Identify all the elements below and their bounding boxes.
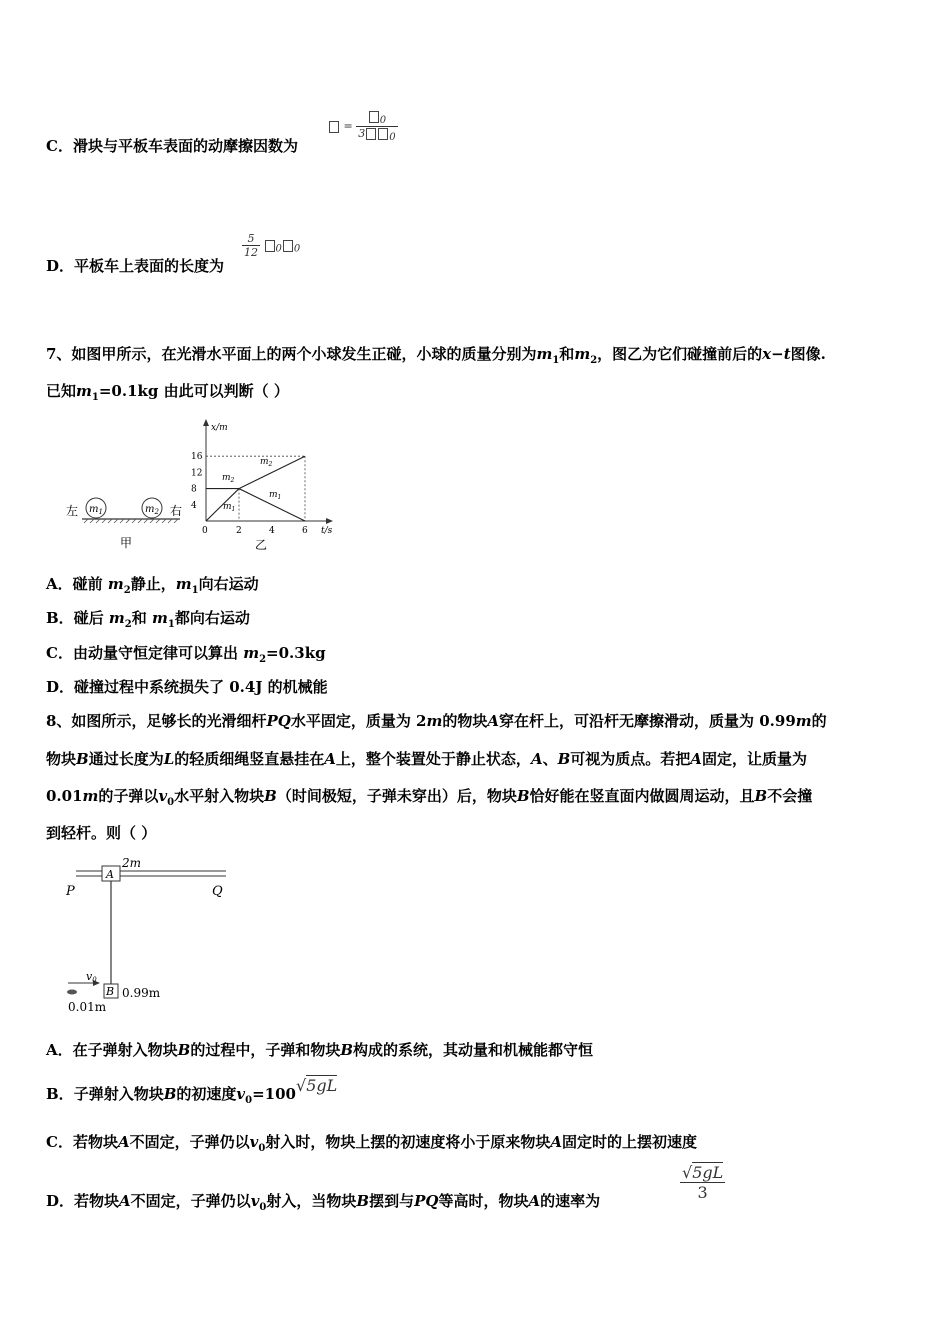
label-m2-before: $m_2$ xyxy=(222,473,235,484)
label-left: 左 xyxy=(66,504,79,518)
caption-jia: 甲 xyxy=(120,536,133,550)
q7-option-c: C．由动量守恒定律可以算出 $m_2=0.3kg$ xyxy=(46,644,326,665)
q8-option-a: A．在子弹射入物块B的过程中，子弹和物块B构成的系统，其动量和机械能都守恒 xyxy=(46,1041,594,1059)
label-right: 右 xyxy=(170,504,183,518)
svg-text:B: B xyxy=(106,985,115,998)
q8-stem-line4: 到轻杆。则（ ） xyxy=(46,824,157,842)
mass-b: 0.99m xyxy=(122,986,161,1000)
q8-option-d: D．若物块A不固定，子弹仍以$v_0$射入，当物块B摆到与PQ等高时，物块A的速率为 xyxy=(46,1192,601,1213)
bullet-mass: 0.01m xyxy=(68,1000,107,1014)
q8-option-c: C．若物块A不固定，子弹仍以$v_0$射入时，物块上摆的初速度将小于原来物块A固定时的上摆初速度 xyxy=(46,1133,697,1154)
q8-stem-line1: 8、如图所示，足够长的光滑细杆PQ水平固定，质量为 2m的物块A穿在杆上，可沿杆无摩擦滑动，质量为 0.99m的 xyxy=(46,712,827,730)
q7-option-d: D．碰撞过程中系统损失了 0.4J 的机械能 xyxy=(46,678,328,696)
bullet xyxy=(67,990,77,995)
q7-option-a: A．碰前 $m_2$静止，$m_1$向右运动 xyxy=(46,575,259,596)
y-tick-label: 8 xyxy=(191,484,197,495)
q6-d-formula: $\frac{5}{12}$ $_0$ $_0$ xyxy=(244,232,301,259)
q8-pendulum-figure xyxy=(62,855,262,1015)
v0-label: v0 xyxy=(86,970,97,984)
caption-yi: 乙 xyxy=(255,538,268,552)
y-tick-label: 12 xyxy=(191,468,203,479)
x-tick-label: 2 xyxy=(236,526,242,536)
svg-text:A: A xyxy=(106,868,114,881)
label-m1-after: $m_1$ xyxy=(269,490,282,501)
svg-text:m2: $m_2$ xyxy=(145,504,159,516)
y-tick-label: 4 xyxy=(191,500,197,511)
q7-stem-line2: 已知$m_1=0.1kg$ 由此可以判断（ ） xyxy=(46,382,289,403)
x-tick-label: 6 xyxy=(302,526,308,536)
label-q: Q xyxy=(212,884,223,899)
q7-stem-line1: 7、如图甲所示，在光滑水平面上的两个小球发生正碰，小球的质量分别为$m_1$和$m_2$，图乙为它们碰撞前后的x−t图像. xyxy=(46,345,826,366)
x-tick-label: 4 xyxy=(269,526,275,536)
q8-d-fraction: √5gL 3 xyxy=(682,1163,724,1202)
y-tick-label: 16 xyxy=(191,452,203,463)
label-m2-after: $m_2$ xyxy=(260,457,273,468)
series-m2 xyxy=(206,456,305,488)
q7-xt-chart xyxy=(185,415,345,555)
label-p: P xyxy=(66,884,75,899)
x-axis-label: t/s xyxy=(321,526,333,536)
q7-figure-jia xyxy=(60,492,200,552)
q7-option-b: B．碰后 $m_2$和 $m_1$都向右运动 xyxy=(46,609,250,630)
q8-stem-line2: 物块B通过长度为L的轻质细绳竖直悬挂在A上，整个装置处于静止状态，A、B可视为质点。若把A固定，让质量为 xyxy=(46,750,807,768)
svg-text:m1: $m_1$ xyxy=(89,504,103,516)
y-axis-label: x/m xyxy=(211,423,228,433)
sqrt-5gl: √5gL xyxy=(295,1076,338,1095)
mass-a: 2m xyxy=(122,856,142,870)
label-m1-before: $m_1$ xyxy=(223,502,236,513)
q8-stem-line3: 0.01m的子弹以$v_0$水平射入物块B（时间极短，子弹未穿出）后，物块B恰好能在竖直面内做圆周运动，且B不会撞 xyxy=(46,787,813,808)
q8-option-b: B．子弹射入物块B的初速度$v_0=100√5gL$ xyxy=(46,1076,338,1106)
q6-option-d: D．平板车上表面的长度为 xyxy=(46,257,225,275)
y-tick-label: 0 xyxy=(202,526,208,536)
series-m1 xyxy=(206,489,305,521)
q6-c-formula: = $\frac{_0}{3 _0}$ xyxy=(328,110,398,143)
q6-option-c: C．滑块与平板车表面的动摩擦因数为 xyxy=(46,137,298,155)
